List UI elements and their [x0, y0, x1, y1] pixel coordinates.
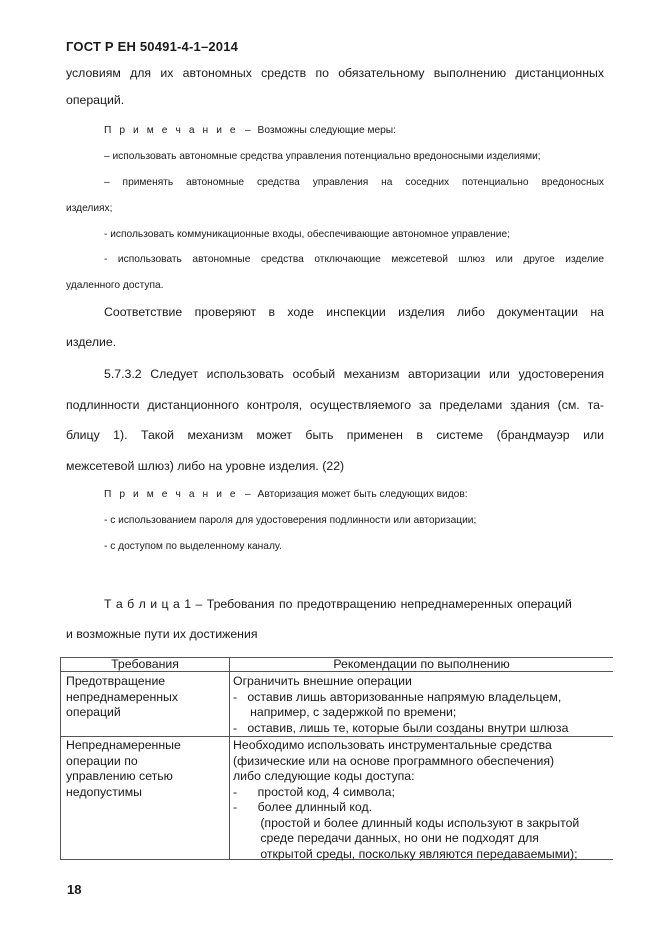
cell-line: - простой код, 4 символа;	[233, 784, 395, 799]
clause-5732-line-1: 5.7.3.2 Следует использовать особый механизм авторизации или удостоверения	[104, 367, 604, 381]
paragraph-continuation-end: операций.	[66, 93, 125, 107]
note-1-item-2: – применять автономные средства управления на соседних потенциально вредоносных	[104, 177, 604, 188]
cell-line: например, с задержкой по времени;	[233, 705, 457, 719]
note-2-item-1: - с использованием пароля для удостоверения подлинности или авторизации;	[104, 515, 477, 526]
clause-5732-line-4: межсетевой шлюз) либо на уровне изделия. (22)	[66, 459, 345, 473]
cell-line: - оставив, лишь те, которые были созданы внутри шлюза	[233, 720, 569, 735]
table-border-left	[60, 657, 61, 860]
table-row-2-requirement	[66, 738, 181, 800]
cell-line: недопустимы	[66, 784, 142, 799]
cell-line: управлению сетью	[66, 769, 173, 783]
cell-line: среде передачи данных, но они не подходят для	[233, 831, 539, 845]
cell-line: операций	[66, 705, 121, 719]
note-text: Авторизация может быть следующих видов:	[257, 489, 468, 500]
table-row-1-recommendation	[233, 674, 568, 736]
table-caption-cont: и возможные пути их достижения	[66, 627, 258, 641]
note-1-item-4: - использовать автономные средства отключающие межсетевой шлюз или другое изделие	[104, 254, 604, 265]
table-row-2-recommendation	[233, 738, 579, 862]
table-header-requirements: Требования	[111, 657, 179, 671]
cell-line: (физические или на основе программного обеспечения)	[233, 753, 555, 768]
table-header-recommendations: Рекомендации по выполнению	[333, 657, 510, 671]
note-text: Возможны следующие меры:	[257, 125, 396, 136]
document-header: ГОСТ Р ЕН 50491-4-1–2014	[66, 39, 239, 54]
cell-line: либо следующие коды доступа:	[233, 769, 415, 783]
paragraph-continuation-line: условиям для их автономных средств по обязательному выполнению дистанционных	[66, 66, 604, 80]
table-column-divider	[229, 657, 230, 860]
clause-5732-line-3: блицу 1). Такой механизм может быть применен в системе (брандмауэр или	[66, 428, 604, 442]
cell-line: (простой и более длинный коды используют в закрытой	[233, 815, 580, 830]
note-label: П р и м е ч а н и е	[104, 489, 239, 500]
cell-line: Предотвращение	[66, 674, 166, 688]
cell-line: непреднамеренных	[66, 689, 179, 704]
note-dash: –	[245, 489, 251, 500]
note-1-heading	[104, 125, 396, 136]
cell-line: операции по	[66, 753, 138, 768]
table-row-divider	[60, 736, 613, 737]
note-2-item-2: - с доступом по выделенному каналу.	[104, 541, 282, 552]
note-1-item-3: - использовать коммуникационные входы, обеспечивающие автономное управление;	[104, 229, 510, 240]
cell-line: Ограничить внешние операции	[233, 674, 412, 688]
clause-5732-line-2: подлинности дистанционного контроля, осуществляемого за пределами здания (см. та-	[66, 398, 604, 412]
cell-line: - более длинный код.	[233, 800, 373, 814]
note-1-item-1: – использовать автономные средства управления потенциально вредоносными изделиями;	[104, 151, 541, 162]
note-dash: –	[245, 125, 251, 136]
note-2-heading	[104, 489, 468, 500]
cell-line: Необходимо использовать инструментальные средства	[233, 738, 552, 752]
cell-line: - оставив лишь авторизованные напрямую владельцем,	[233, 689, 562, 704]
conformity-paragraph: Соответствие проверяют в ходе инспекции изделия либо документации на	[104, 305, 604, 319]
note-1-item-4-cont: удаленного доступа.	[66, 280, 164, 291]
page-number: 18	[67, 882, 82, 897]
cell-line: открытой среды, поскольку являются передаваемыми);	[233, 846, 578, 861]
conformity-paragraph-cont: изделие.	[66, 335, 117, 349]
table-caption: Т а б л и ц а 1 – Требования по предотвращению непреднамеренных операций	[104, 597, 572, 611]
table-row-1-requirement	[66, 674, 178, 721]
cell-line: Непреднамеренные	[66, 738, 181, 752]
note-1-item-2-cont: изделиях;	[66, 203, 113, 214]
note-label: П р и м е ч а н и е	[104, 125, 239, 136]
